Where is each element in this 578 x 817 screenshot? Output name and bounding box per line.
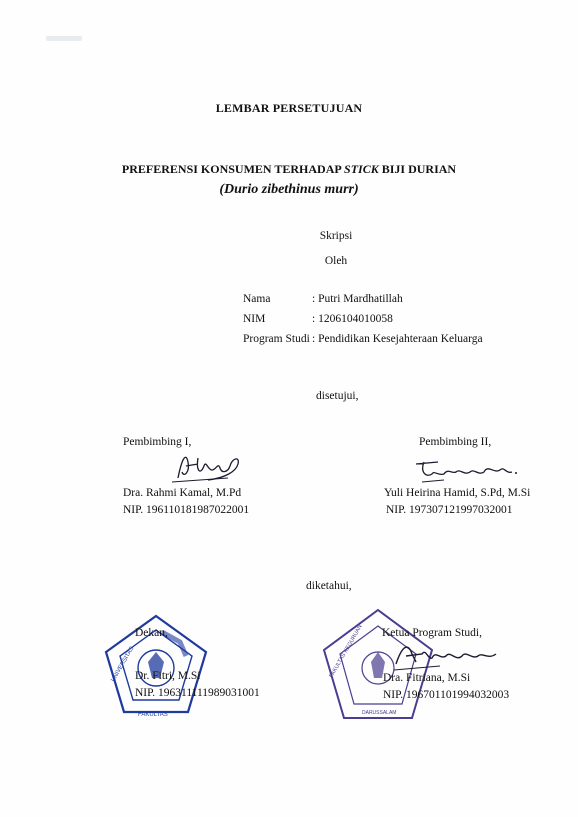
dean-role: Dekan, (135, 627, 168, 639)
acknowledged-label: diketahui, (306, 580, 352, 592)
thesis-title: PREFERENSI KONSUMEN TERHADAP STICK BIJI DURIAN (121, 162, 457, 176)
svg-text:FAKULTAS KEGURUAN: FAKULTAS KEGURUAN (328, 624, 364, 679)
supervisor1-nip: NIP. 196110181987022001 (123, 504, 250, 516)
svg-text:DARUSSALAM: DARUSSALAM (362, 710, 397, 716)
svg-text:FAKULTAS: FAKULTAS (138, 712, 168, 718)
supervisor1-signature (168, 448, 248, 486)
head-signature (392, 640, 504, 674)
dean-name: Dr. Fitri, M.Si (135, 670, 201, 682)
thesis-subtitle: (Durio zibethinus murr) (219, 182, 359, 197)
by-label: Oleh (324, 255, 348, 267)
svg-text:UNIVERSITAS: UNIVERSITAS (110, 645, 136, 683)
nim-value: : 1206104010058 (312, 313, 393, 325)
approved-label: disetujui, (316, 390, 359, 402)
dean-nip: NIP. 196311111989031001 (135, 687, 260, 699)
supervisor2-nip: NIP. 197307121997032001 (386, 504, 513, 516)
document-heading: LEMBAR PERSETUJUAN (215, 101, 363, 115)
program-label: Program Studi (243, 333, 310, 345)
supervisor2-role: Pembimbing II, (419, 436, 492, 448)
supervisor2-name: Yuli Heirina Hamid, S.Pd, M.Si (384, 487, 531, 499)
document-type: Skripsi (319, 230, 353, 242)
supervisor1-name: Dra. Rahmi Kamal, M.Pd (123, 487, 242, 499)
head-role: Ketua Program Studi, (382, 627, 482, 639)
name-value: : Putri Mardhatillah (312, 293, 403, 305)
supervisor2-signature (408, 454, 520, 486)
scan-smudge (46, 36, 82, 41)
head-name: Dra. Fitriana, M.Si (383, 672, 471, 684)
program-value: : Pendidikan Kesejahteraan Keluarga (312, 333, 483, 345)
head-nip: NIP. 196701101994032003 (383, 689, 510, 701)
supervisor1-role: Pembimbing I, (123, 436, 192, 448)
name-label: Nama (243, 293, 271, 305)
nim-label: NIM (243, 313, 266, 325)
